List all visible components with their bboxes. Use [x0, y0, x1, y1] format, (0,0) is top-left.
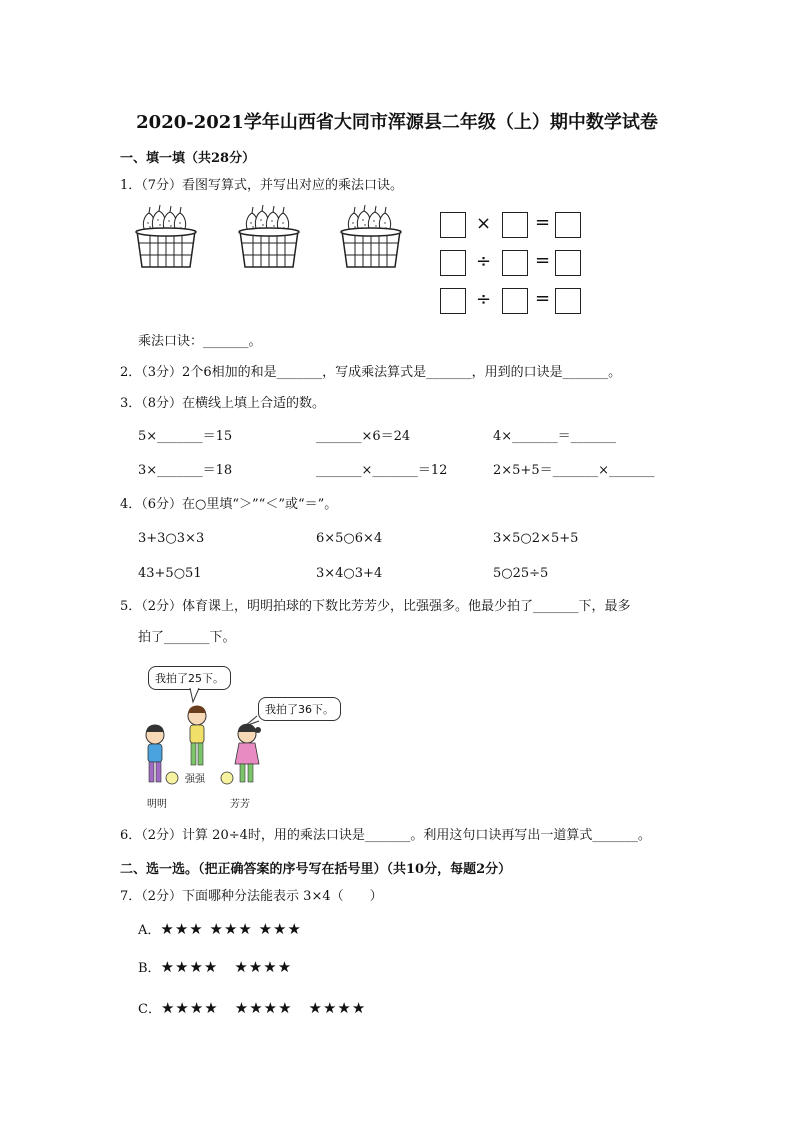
equals-sign: = — [535, 212, 551, 233]
speech-bubble-qiangqiang: 我拍了25下。 — [148, 666, 231, 690]
q4-item: 43+5○51 — [138, 566, 202, 581]
question-3-text: 3．（8分）在横线上填上合适的数。 — [120, 396, 326, 411]
option-b[interactable] — [138, 959, 292, 977]
q4-item: 5○25÷5 — [493, 566, 549, 581]
option-label: C． — [138, 1002, 161, 1017]
answer-box[interactable] — [502, 212, 528, 238]
star-group: ★★★★ ★★★★ ★★★★ — [160, 999, 367, 1017]
equals-sign: = — [535, 288, 551, 309]
answer-box[interactable] — [555, 250, 581, 276]
q4-item: 3×5○2×5+5 — [493, 531, 579, 546]
q3-item: 5×_______＝15 — [138, 429, 233, 444]
section-1-heading: 一、填一填（共28分） — [120, 151, 256, 166]
answer-box[interactable] — [502, 288, 528, 314]
mnemonic-line: 乘法口诀：_______。 — [138, 334, 262, 349]
question-4-text: 4．（6分）在○里填“＞”“＜”或“＝”。 — [120, 497, 338, 512]
name-label-fangfang: 芳芳 — [230, 799, 250, 810]
children-illustration — [135, 688, 275, 808]
star-group: ★★★★ ★★★★ — [160, 958, 293, 976]
answer-box[interactable] — [440, 288, 466, 314]
question-5-line-1: 5．（2分）体育课上，明明拍球的下数比芳芳少，比强强多。他最少拍了_______下，最多 — [120, 599, 631, 614]
question-5-line-2: 拍了_______下。 — [138, 630, 236, 645]
q3-item: 4×_______＝_______ — [493, 429, 617, 444]
option-label: A． — [138, 923, 161, 938]
q3-item: 2×5+5＝_______×_______ — [493, 463, 655, 478]
q4-item: 3+3○3×3 — [138, 531, 205, 546]
name-label-qiangqiang: 强强 — [185, 774, 205, 785]
option-a[interactable] — [138, 921, 302, 939]
section-2-heading: 二、选一选。（把正确答案的序号写在括号里）（共10分，每题2分） — [120, 862, 512, 877]
option-c[interactable] — [138, 1000, 366, 1018]
speech-bubble-fangfang: 我拍了36下。 — [258, 697, 341, 721]
answer-box[interactable] — [440, 250, 466, 276]
answer-box[interactable] — [502, 250, 528, 276]
q3-item: _______×_______＝12 — [316, 463, 448, 478]
divide-sign: ÷ — [476, 289, 492, 310]
q4-item: 6×5○6×4 — [316, 531, 383, 546]
q3-item: 3×_______＝18 — [138, 463, 233, 478]
answer-box[interactable] — [555, 212, 581, 238]
question-7-text: 7．（2分）下面哪种分法能表示 3×4（ ） — [120, 889, 383, 904]
page-title: 2020-2021学年山西省大同市浑源县二年级（上）期中数学试卷 — [136, 112, 658, 133]
question-2-text: 2．（3分）2个6相加的和是_______，写成乘法算式是_______，用到的口诀是_______。 — [120, 365, 622, 380]
divide-sign: ÷ — [476, 251, 492, 272]
star-group: ★★★ ★★★ ★★★ — [160, 920, 302, 938]
pear-baskets-image — [135, 205, 415, 280]
name-label-mingming: 明明 — [147, 799, 167, 810]
option-label: B． — [138, 961, 161, 976]
multiply-sign: × — [476, 213, 492, 234]
equals-sign: = — [535, 250, 551, 271]
question-1-text: 1．（7分）看图写算式，并写出对应的乘法口诀。 — [120, 178, 404, 193]
question-6-text: 6．（2分）计算 20÷4时，用的乘法口诀是_______。利用这句口诀再写出一道算式_______。 — [120, 828, 651, 843]
q3-item: _______×6＝24 — [316, 429, 411, 444]
answer-box[interactable] — [555, 288, 581, 314]
answer-box[interactable] — [440, 212, 466, 238]
q4-item: 3×4○3+4 — [316, 566, 383, 581]
